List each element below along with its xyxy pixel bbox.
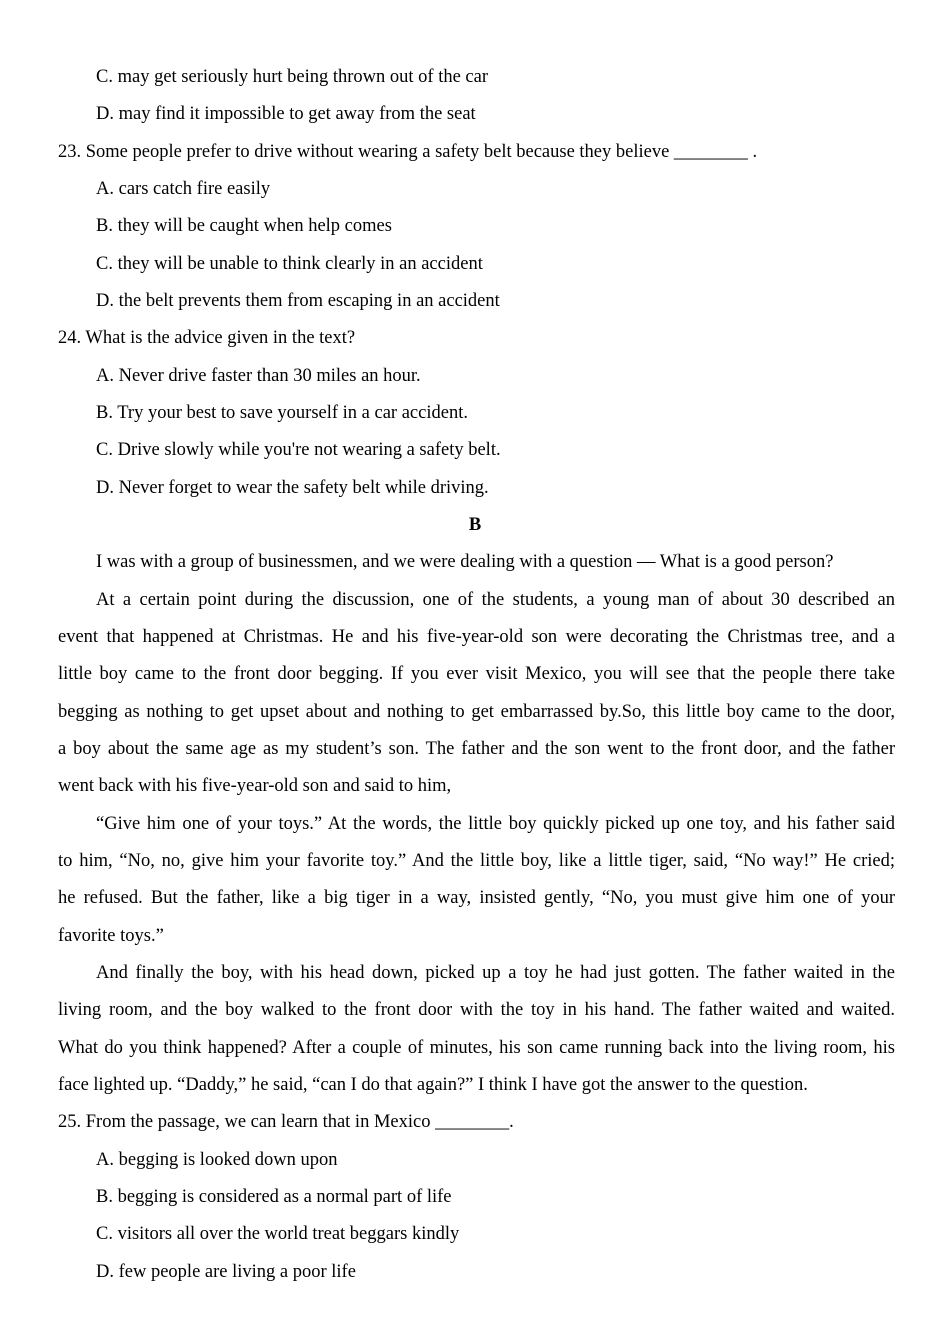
q23-option-a: A. cars catch fire easily [96,179,271,199]
q23-option-d: D. the belt prevents them from escaping in an accident [96,291,500,311]
q25-option-a: A. begging is looked down upon [96,1150,338,1170]
passage-line: went back with his five-year-old son and said to him, [58,776,452,796]
q25-option-b: B. begging is considered as a normal part of life [96,1187,452,1207]
passage-line: “Give him one of your toys.” At the words, the little boy quickly picked up one toy, and his father said [96,814,895,834]
passage-line: What do you think happened? After a couple of minutes, his son came running back into the living room, his [58,1038,895,1058]
q23-option-b: B. they will be caught when help comes [96,216,392,236]
passage-line: face lighted up. “Daddy,” he said, “can I do that again?” I think I have got the answer to the question. [58,1075,808,1095]
q22-option-d: D. may find it impossible to get away from the seat [96,104,476,124]
q24-option-b: B. Try your best to save yourself in a car accident. [96,403,468,423]
passage-line: favorite toys.” [58,926,164,946]
q25-stem: 25. From the passage, we can learn that in Mexico ________. [58,1112,514,1132]
q25-option-c: C. visitors all over the world treat beggars kindly [96,1224,460,1244]
passage-line: And finally the boy, with his head down, picked up a toy he had just gotten. The father waited in the [96,963,895,983]
passage-line: little boy came to the front door begging. If you ever visit Mexico, you will see that the people there take [58,664,895,684]
passage-line: to him, “No, no, give him your favorite toy.” And the little boy, like a little tiger, said, “No way!” He cried; [58,851,895,871]
section-b-heading: B [468,515,482,535]
passage-line: he refused. But the father, like a big tiger in a way, insisted gently, “No, you must give him one of your [58,888,895,908]
q22-option-c: C. may get seriously hurt being thrown out of the car [96,67,489,87]
q24-option-a: A. Never drive faster than 30 miles an hour. [96,366,421,386]
passage-line: I was with a group of businessmen, and we were dealing with a question — What is a good person? [96,552,834,572]
passage-line: a boy about the same age as my student’s son. The father and the son went to the front door, and the father [58,739,895,759]
q23-option-c: C. they will be unable to think clearly in an accident [96,254,483,274]
passage-line: At a certain point during the discussion, one of the students, a young man of about 30 described an [96,590,895,610]
passage-line: event that happened at Christmas. He and his five-year-old son were decorating the Christmas tree, and a [58,627,895,647]
passage-line: living room, and the boy walked to the front door with the toy in his hand. The father waited and waited. [58,1000,895,1020]
passage-line: begging as nothing to get upset about and nothing to get embarrassed by.So, this little boy came to the door, [58,702,895,722]
q24-option-d: D. Never forget to wear the safety belt while driving. [96,478,489,498]
q23-stem: 23. Some people prefer to drive without wearing a safety belt because they believe ________ . [58,142,758,162]
q25-option-d: D. few people are living a poor life [96,1262,356,1282]
q24-stem: 24. What is the advice given in the text? [58,328,356,348]
q24-option-c: C. Drive slowly while you're not wearing a safety belt. [96,440,501,460]
